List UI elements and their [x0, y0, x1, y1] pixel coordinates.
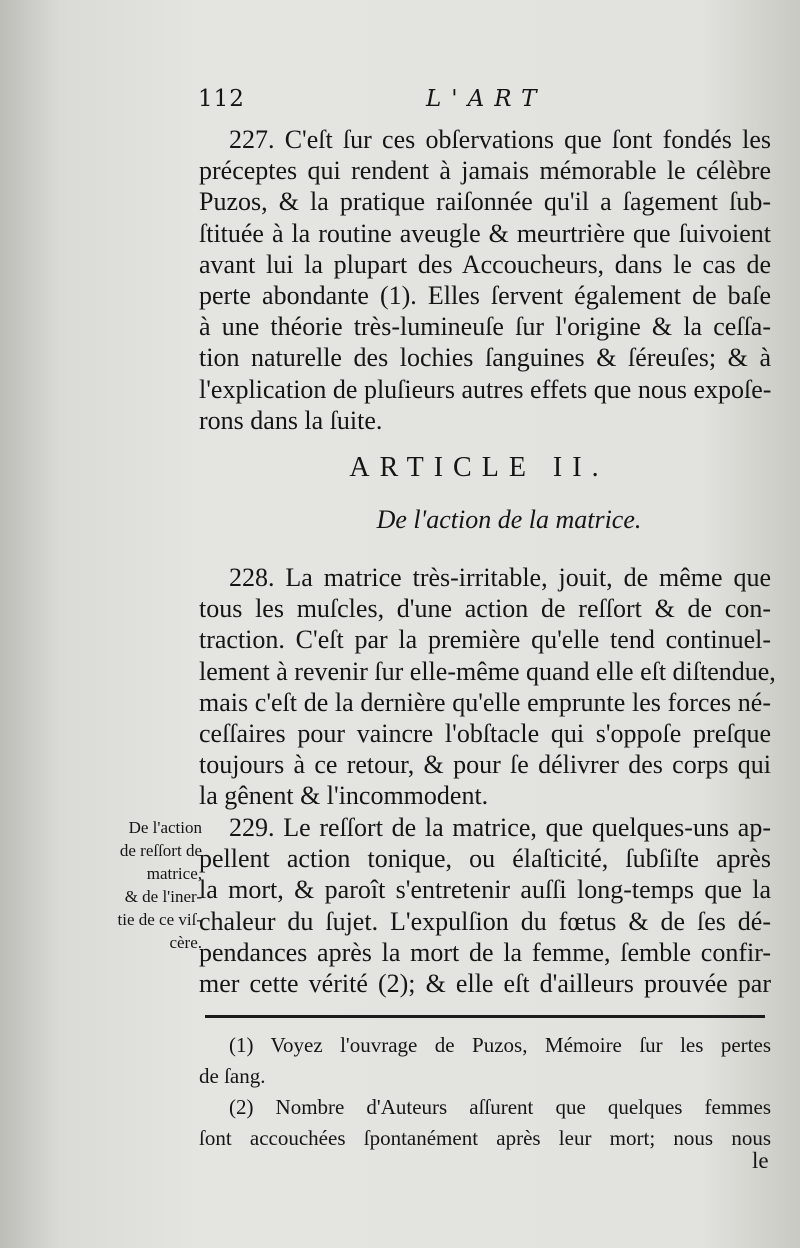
text-line: ſtituée à la routine aveugle & meurtrière que ſuivoient	[199, 218, 771, 248]
article-heading: ARTICLE II.	[349, 452, 609, 483]
text-line: Puzos, & la pratique raiſonnée qu'il a ſagement ſub-	[199, 187, 771, 217]
text-line: 228. La matrice très-irritable, jouit, de même que	[229, 563, 771, 592]
margin-note-line: tie de ce viſ-	[117, 910, 202, 929]
margin-note-line: De l'action	[128, 818, 202, 837]
margin-note-line: matrice,	[146, 864, 202, 883]
footnote-rule	[205, 1015, 765, 1018]
text-line: pendances après la mort de la femme, ſemble confir-	[199, 937, 771, 967]
paragraph-229	[199, 812, 771, 999]
footnotes	[199, 1030, 771, 1154]
text-line: lement à revenir ſur elle-même quand elle eſt diſtendue,	[199, 656, 776, 686]
text-line: à une théorie très-lumineuſe ſur l'origine & la ceſſa-	[199, 312, 771, 342]
text-line: ceſſaires pour vaincre l'obſtacle qui s'oppoſe preſque	[199, 718, 771, 748]
text-line: perte abondante (1). Elles ſervent également de baſe	[199, 280, 771, 310]
running-title: L'ART	[426, 86, 547, 112]
running-header	[198, 86, 758, 116]
text-line: traction. C'eſt par la première qu'elle tend continuel-	[199, 625, 771, 655]
text-line: préceptes qui rendent à jamais mémorable le célèbre	[199, 156, 771, 186]
text-line: chaleur du ſujet. L'expulſion du fœtus & de ſes dé-	[199, 906, 771, 936]
article-subheading: De l'action de la matrice.	[376, 505, 642, 534]
text-line: tion naturelle des lochies ſanguines & ſéreuſes; & à	[199, 343, 771, 373]
margin-note-line: de reſſort de	[119, 841, 202, 860]
margin-note-line: cère.	[169, 933, 202, 952]
catchword: le	[752, 1148, 769, 1173]
margin-note-line: & de l'iner-	[124, 887, 202, 906]
text-line: rons dans la ſuite.	[199, 405, 383, 435]
text-line: toujours à ce retour, & pour ſe délivrer des corps qui	[199, 750, 771, 780]
footnote-line: de ſang.	[199, 1064, 266, 1088]
page-number: 112	[198, 86, 245, 112]
margin-note	[80, 816, 202, 954]
text-line: pellent action tonique, ou élaſticité, ſubſiſte après	[199, 844, 771, 874]
footnote-line: ſont accouchées ſpontanément après leur mort; nous nous	[199, 1126, 771, 1150]
text-line: l'explication de pluſieurs autres effets que nous expoſe-	[199, 374, 772, 404]
paragraph-228	[199, 562, 776, 812]
text-line: la gênent & l'incommodent.	[199, 781, 489, 811]
text-line: tous les muſcles, d'une action de reſſort & de con-	[199, 594, 771, 624]
paragraph-227	[199, 124, 771, 436]
text-line: mer cette vérité (2); & elle eſt d'ailleurs prouvée par	[199, 968, 771, 998]
text-line: 229. Le reſſort de la matrice, que quelques-uns ap-	[229, 813, 771, 842]
footnote-line: (2) Nombre d'Auteurs aſſurent que quelques femmes	[229, 1095, 771, 1119]
text-line: avant lui la plupart des Accoucheurs, dans le cas de	[199, 249, 771, 279]
text-line: la mort, & paroît s'entretenir auſſi long-temps que la	[199, 875, 771, 905]
text-line: 227. C'eſt ſur ces obſervations que ſont fondés les	[229, 125, 771, 154]
footnote-line: (1) Voyez l'ouvrage de Puzos, Mémoire ſur les pertes	[229, 1033, 771, 1057]
text-line: mais c'eſt de la dernière qu'elle emprunte les forces né-	[199, 687, 771, 717]
